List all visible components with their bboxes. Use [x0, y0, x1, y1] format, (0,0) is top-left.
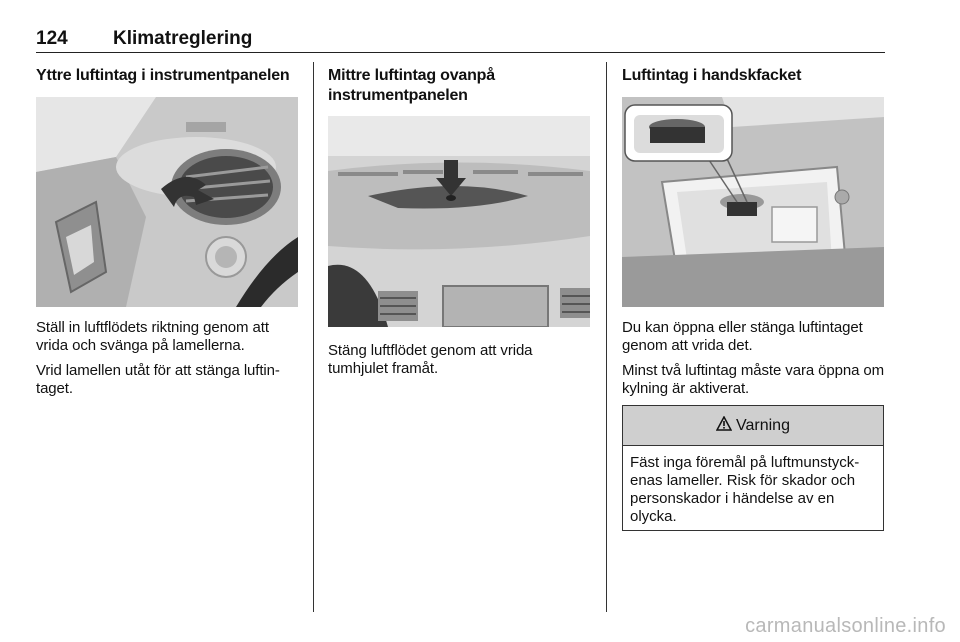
column-outer-vents [36, 66, 301, 86]
section-heading: Mittre luftintag ovanpå instrumentpanelen [328, 67, 495, 104]
outer-vent-text [36, 319, 298, 405]
column-glovebox-vent [622, 66, 887, 86]
warning-icon [716, 416, 732, 436]
warning-text: Fäst inga föremål på luftmunstyck-enas lameller. Risk för skador och personskador i händelse av en olycka. [630, 454, 860, 525]
center-vent-text [328, 342, 590, 385]
warning-header [623, 406, 883, 446]
warning-box [622, 405, 884, 531]
page-header [36, 26, 885, 53]
section-heading: Luftintag i handskfacket [622, 67, 802, 84]
page-number: 124 [36, 28, 68, 49]
column-divider [313, 62, 314, 612]
column-center-vents [328, 66, 593, 106]
paragraph: Stäng luftflödet genom att vrida tumhjulet framåt. [328, 342, 533, 377]
warning-title: Varning [736, 416, 790, 434]
section-heading: Yttre luftintag i instrumentpanelen [36, 67, 290, 84]
paragraph: Vrid lamellen utåt för att stänga luftin-taget. [36, 362, 280, 397]
watermark: carmanualsonline.info [745, 615, 946, 637]
paragraph: Du kan öppna eller stänga luftintaget genom att vrida det. [622, 319, 863, 354]
chapter-title: Klimatreglering [113, 28, 253, 49]
column-divider [606, 62, 607, 612]
paragraph: Ställ in luftflödets riktning genom att vrida och svänga på lamellerna. [36, 319, 269, 354]
outer-vent-illustration [36, 97, 298, 307]
glovebox-vent-illustration [622, 97, 884, 307]
glovebox-vent-text [622, 319, 888, 405]
center-vent-illustration [328, 116, 590, 327]
paragraph: Minst två luftintag måste vara öppna om kylning är aktiverat. [622, 362, 885, 397]
